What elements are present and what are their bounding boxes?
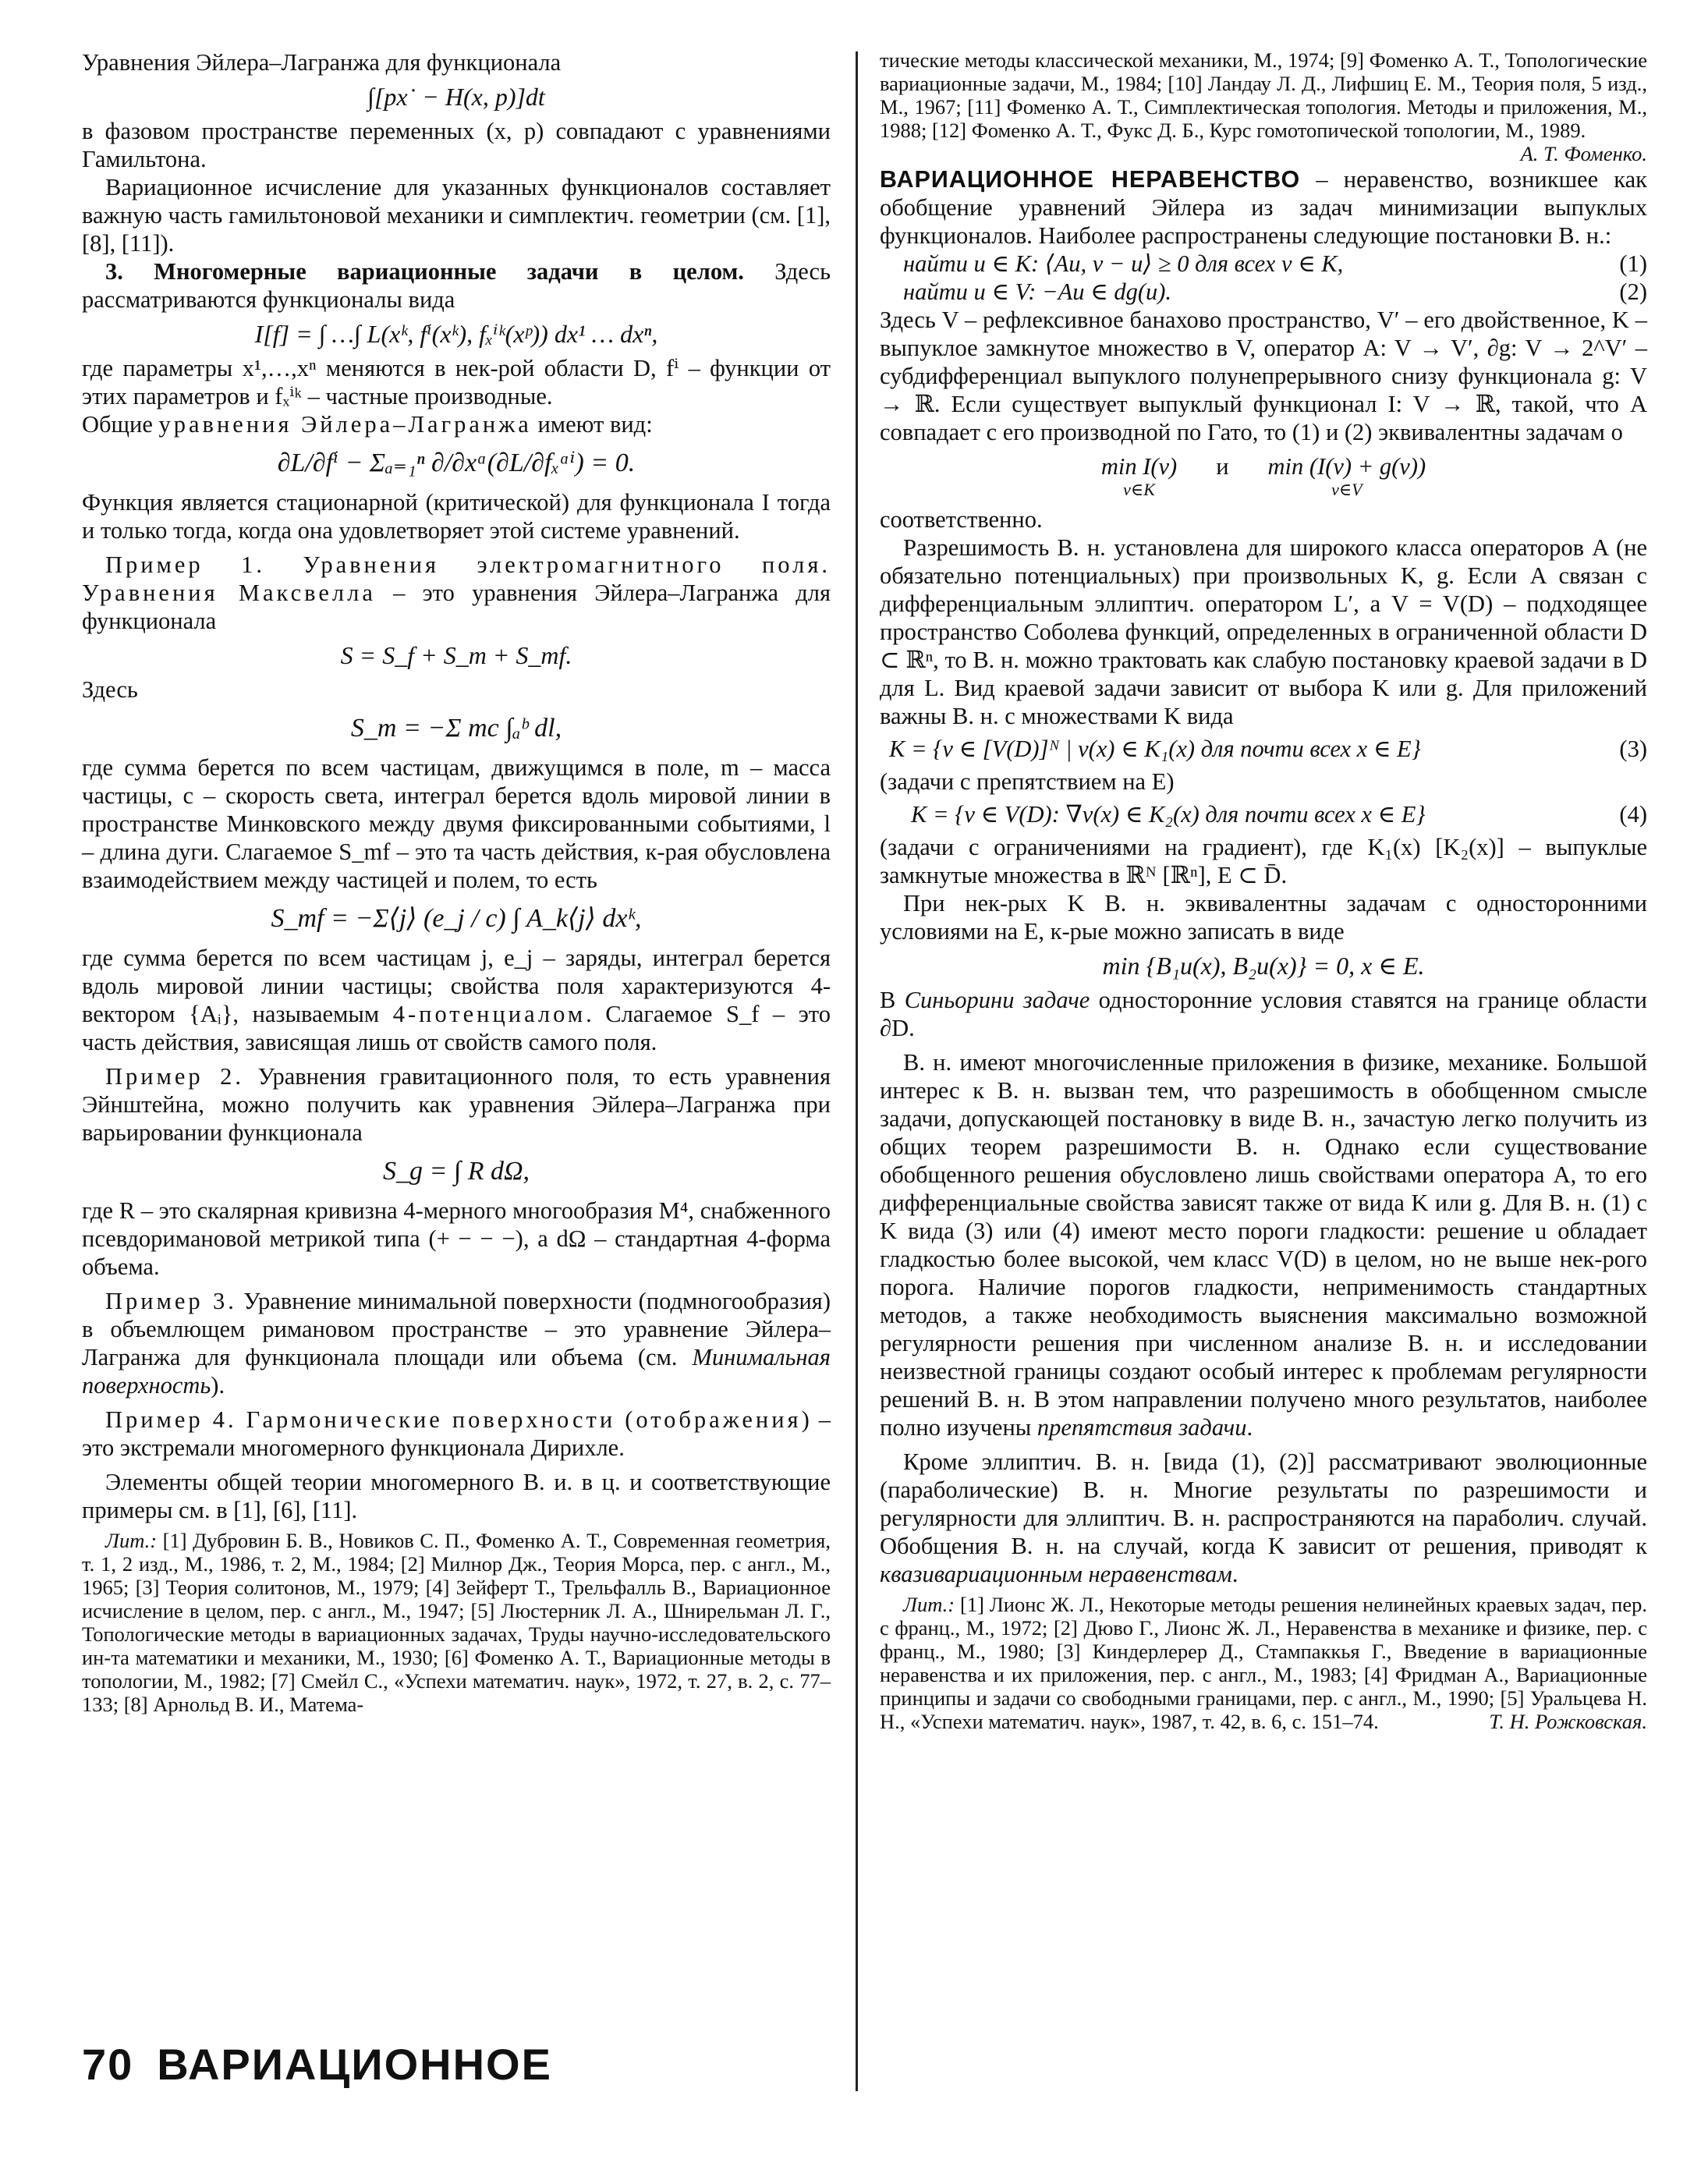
equation-text: K = {v ∈ V(D): ∇v(x) ∈ K₂(x) для почти всех x ∈ E} (911, 801, 1426, 828)
formula-euler-lagrange: ∂L/∂fⁱ − Σₐ₌₁ⁿ ∂/∂xᵅ(∂L/∂fₓᵅⁱ) = 0. (277, 448, 636, 477)
equation-number: (3) (1619, 736, 1647, 762)
text: В (880, 987, 905, 1013)
paragraph: Элементы общей теории многомерного В. и. в ц. и соответствующие примеры см. в [1], [6], [11]. (82, 1469, 831, 1523)
article-intro: – неравенство, возникшее как обобщение уравнений Эйлера из задач минимизации выпуклых функционалов. Наиболее распространены следующие постановки В. н.: (880, 166, 1647, 249)
formula-smf: S_mf = −Σ⟨j⟩ (e_j / c) ∫ A_k⟨j⟩ dxᵏ, (271, 904, 642, 933)
equation-1 (880, 250, 1647, 278)
equation-text: найти u ∈ V: −Au ∈ dg(u). (903, 278, 1172, 305)
paragraph: При нек-рых K В. н. эквивалентны задачам с односторонними условиями на E, к-рые можно записать в виде (880, 890, 1647, 945)
example-1-title: Пример 1. Уравнения электромагнитного поля. Уравнения Максвелла (82, 551, 831, 606)
formula-one-sided: min {B₁u(x), B₂u(x)} = 0, x ∈ E. (1102, 952, 1425, 980)
page-number: 70 (82, 2040, 134, 2089)
example-2-text: Уравнения гравитационного поля, то есть уравнения Эйнштейна, можно получить как уравнения Эйлера–Лагранжа при варьировании функционала (82, 1063, 831, 1146)
bibliography-text: [1] Дубровин Б. В., Новиков С. П., Фоменко А. Т., Современная геометрия, т. 1, 2 изд., М., 1986, т. 2, М., 1984; [2] Милнор Дж., Теория Морса, пер. с англ., М., 1965; [3] Теория солитонов, М., 1979; [4] Зейферт Т., Трельфалль В., Вариационное исчисление в целом, пер. с англ., М., 1947; [5] Люстерник Л. А., Шнирельман Л. Г., Топологические методы в вариационных задачах, Труды научно-исследовательского ин-та математики и механики, М., 1930; [6] Фоменко А. Т., Вариационные методы в топологии, М., 1982; [7] Смейл С., «Успехи математич. наук», 1972, т. 27, в. 2, с. 77–133; [8] Арнольд В. И., Матема- (82, 1529, 831, 1716)
paragraph (82, 944, 831, 1056)
min-problems (880, 452, 1647, 499)
example-3-title: Пример 3. (105, 1288, 237, 1314)
text: Общие (82, 411, 159, 438)
cross-reference-link[interactable]: Синьорини задаче (904, 987, 1090, 1013)
text: . Слагаемое S_f – это часть действия, зависящая лишь от свойств самого поля. (82, 1001, 831, 1055)
example-2 (82, 1062, 831, 1147)
article-head (880, 165, 1647, 250)
section-3-title: 3. Многомерные вариационные задачи в целом. (105, 258, 744, 285)
spaced-term: 4-потенциалом (392, 1001, 586, 1027)
text: где сумма берется по всем частицам j, e_j – заряды, интеграл берется вдоль мировой линии частицы; свойства поля характеризуются 4-вектором {Aᵢ}, называемым (82, 945, 831, 1027)
article-title: ВАРИАЦИОННОЕ НЕРАВЕНСТВО (880, 166, 1301, 193)
example-3-text: Уравнение минимальной поверхности (подмногообразия) в объемлющем римановом пространстве – это уравнение Эйлера–Лагранжа для функционала площади или объема (см. (82, 1288, 831, 1370)
text: . (1246, 1414, 1253, 1441)
author-signature: А. Т. Фоменко. (1520, 142, 1647, 165)
text: односторонние условия ставятся на границе области ∂D. (880, 987, 1648, 1041)
example-1-text: – это уравнения Эйлера–Лагранжа для функционала (82, 580, 831, 634)
bibliography-text: тические методы классической механики, М., 1974; [9] Фоменко А. Т., Топологические вариационные задачи, М., 1984; [10] Ландау Л. Д., Лифшиц Е. М., Теория поля, 5 изд., М., 1967; [11] Фоменко А. Т., Симплектическая топология. Методы и приложения, М., 1988; [12] Фоменко А. Т., Фукс Д. Б., Курс гомотопической топологии, М., 1989. (880, 48, 1647, 142)
paragraph: Уравнения Эйлера–Лагранжа для функционала (82, 49, 562, 76)
example-1 (82, 551, 831, 635)
bibliography (880, 1593, 1647, 1733)
section-3-text: Здесь рассматриваются функционалы вида (82, 258, 831, 313)
min-subscript: v∈K (1123, 480, 1155, 499)
example-3 (82, 1287, 831, 1399)
formula-phase-functional: ∫[px˙ − H(x, p)]dt (367, 83, 545, 111)
paragraph: где R – это скалярная кривизна 4-мерного многообразия M⁴, снабженного псевдоримановой метрикой типа (+ − − −), а dΩ – стандартная 4-форма объема. (82, 1197, 831, 1280)
min-expression: min I(v) (1100, 453, 1178, 480)
equation-4 (880, 800, 1647, 828)
bibliography-text: [1] Лионс Ж. Л., Некоторые методы решения нелинейных краевых задач, пер. с франц., М., 1972; [2] Дюво Г., Лионс Ж. Л., Неравенства в механике и физике, пер. с франц., М., 1980; [3] Киндерлерер Д., Стампаккья Г., Введение в вариационные неравенства и их приложения, пер. с англ., М., 1983; [4] Фридман А., Вариационные принципы и задачи со свободными границами, пер. с англ., М., 1990; [5] Уральцева Н. Н., «Успехи математич. наук», 1987, т. 42, в. 6, с. 151–74. (880, 1593, 1647, 1733)
equation-number: (4) (1619, 801, 1647, 828)
paragraph: Разрешимость В. н. установлена для широкого класса операторов A (не обязательно потенциальных) при произвольных K, g. Если A связан с дифференциальным эллиптич. оператором L′, а V = V(D) – подходящее пространство Соболева функций, определенных в ограниченной области D ⊂ ℝⁿ, то В. н. можно трактовать как слабую постановку краевой задачи в D для L. Вид краевой задачи зависит от выбора K или g. Для приложений важны В. н. с множествами K вида (880, 534, 1647, 729)
cross-reference-link[interactable]: препятствия задачи (1036, 1414, 1247, 1441)
paragraph (82, 410, 831, 438)
section-3 (82, 257, 831, 314)
paragraph (880, 1448, 1647, 1588)
bibliography-label: Лит.: (903, 1593, 955, 1616)
formula-sm: S_m = −Σ mc ∫ₐᵇ dl, (350, 714, 562, 743)
conjunction: и (1216, 453, 1229, 480)
paragraph (880, 1048, 1647, 1441)
paragraph: Вариационное исчисление для указанных функционалов составляет важную часть гамильтоновой механики и симплектич. геометрии (см. [1], [8], [11]). (82, 174, 831, 257)
page-footer (82, 2037, 552, 2092)
equation-text: найти u ∈ K: ⟨Au, v − u⟩ ≥ 0 для всех v ∈ K, (903, 250, 1344, 277)
paragraph: (задачи с препятствием на E) (880, 768, 1175, 795)
paragraph: Здесь V – рефлексивное банахово пространство, V′ – его двойственное, K – выпуклое замкнутое множество в V, оператор A: V → V′, ∂g: V → 2^V′ – субдифференциал выпуклого полунепрерывного снизу функционала g: V → ℝ. Если существует выпуклый функционал I: V → ℝ, такой, что A совпадает с его производной по Гато, то (1) и (2) эквивалентны задачам о (880, 307, 1647, 445)
equation-number: (1) (1619, 250, 1647, 277)
paragraph: Функция является стационарной (критической) для функционала I тогда и только тогда, когда она удовлетворяет этой системе уравнений. (82, 489, 831, 544)
paragraph: соответственно. (880, 506, 1043, 533)
text: В. н. имеют многочисленные приложения в физике, механике. Большой интерес к В. н. вызван тем, что разрешимость в обобщенном смысле задачи, допускающей постановку в виде В. н., зачастую легко получить из общих теорем разрешимости В. н. Однако если существование обобщенного решения обусловлено лишь свойствами оператора A, то его дифференциальные свойства зависят также от вида K или g. Для В. н. (1) с K вида (3) или (4) имеют место пороги гладкости: решение u обладает гладкостью более высокой, чем класс V(D) в целом, но не выше нек-рого порога. Наличие порогов гладкости, неприменимость стандартных методов, а также необходимость выяснения максимально возможной регулярности решения при численном анализе В. н. и исследовании неизвестной границы создают особый интерес к проблемам регулярности решений В. н. В этом направлении получено много результатов, наиболее полно изучены (880, 1049, 1647, 1441)
paragraph: в фазовом пространстве переменных (x, p) совпадают с уравнениями Гамильтона. (82, 118, 831, 172)
min-problem-2 (1268, 452, 1426, 499)
cross-reference-link[interactable]: квазивариационным неравенствам (880, 1561, 1232, 1587)
example-4 (82, 1406, 831, 1462)
formula-multidim-functional: I[f] = ∫ …∫ L(xᵏ, fⁱ(xᵏ), fₓⁱᵏ(xᵖ)) dx¹ … dxⁿ, (254, 320, 658, 348)
column-divider (856, 51, 858, 2091)
spaced-term: уравнения Эйлера–Лагранжа (158, 411, 532, 438)
example-2-title: Пример 2. (105, 1063, 245, 1090)
example-4-text: – это экстремали многомерного функционала Дирихле. (82, 1406, 831, 1461)
text: Кроме эллиптич. В. н. [вида (1), (2)] рассматривают эволюционные (параболические) В. н. Многие результаты по разрешимости и регулярности для эллиптич. В. н. распространяются на параболич. случай. Обобщения В. н. на случай, когда K зависит от решения, приводят к (880, 1448, 1647, 1559)
equation-number: (2) (1619, 278, 1647, 305)
author-signature: Т. Н. Рожковская. (1489, 1710, 1647, 1733)
bibliography (82, 1529, 831, 1716)
min-subscript: v∈V (1331, 480, 1363, 499)
equation-3 (880, 735, 1647, 763)
formula-action-sum: S = S_f + S_m + S_mf. (340, 641, 572, 669)
bibliography-label: Лит.: (105, 1529, 158, 1552)
right-column (880, 48, 1647, 1733)
left-column (82, 48, 831, 1716)
min-problem-1 (1101, 452, 1177, 499)
paragraph: где сумма берется по всем частицам, движущимся в поле, m – масса частицы, c – скорость света, интеграл берется вдоль мировой линии в пространстве Минковского между двумя фиксированными событиями, l – длина дуги. Слагаемое S_mf – это та часть действия, к-рая обусловлена взаимодействием между частицей и полем, то есть (82, 754, 831, 893)
bibliography-continued (880, 48, 1647, 165)
min-expression: min (I(v) + g(v)) (1267, 453, 1426, 480)
cross-reference-link[interactable]: Минимальная поверхность (82, 1344, 831, 1399)
paragraph: где параметры x¹,…,xⁿ меняются в нек-рой области D, fⁱ – функции от этих параметров и fₓⁱᵏ – частные производные. (82, 355, 831, 410)
text: . (1231, 1561, 1238, 1587)
text: имеют вид: (531, 411, 653, 438)
paragraph: (задачи с ограничениями на градиент), где K₁(x) [K₂(x)] – выпуклые замкнутые множества в ℝᴺ [ℝⁿ], E ⊂ D̄. (880, 834, 1647, 888)
text: ). (211, 1372, 225, 1399)
formula-sg: S_g = ∫ R dΩ, (382, 1157, 530, 1186)
example-4-title: Пример 4. Гармонические поверхности (отображения) (105, 1406, 813, 1433)
equation-2 (880, 278, 1647, 306)
paragraph (880, 986, 1647, 1042)
paragraph: Здесь (82, 676, 138, 703)
equation-text: K = {v ∈ [V(D)]ᴺ | v(x) ∈ K₁(x) для почти всех x ∈ E} (889, 736, 1421, 762)
running-head: ВАРИАЦИОННОЕ (157, 2040, 552, 2089)
